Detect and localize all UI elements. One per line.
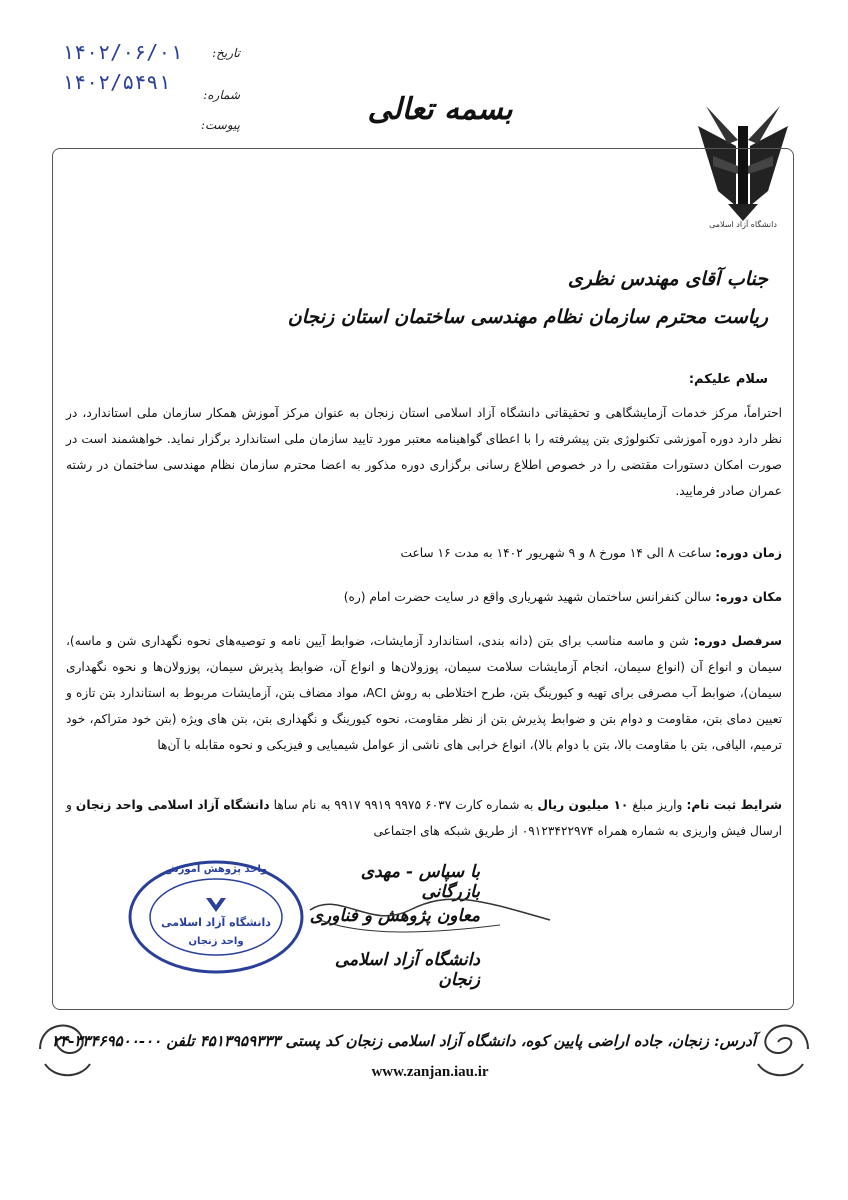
registration-post: و ارسال فیش واریزی به شماره همراه ۰۹۱۲۳۴۲۲۹۷۴ از طریق شبکه های اجتماعی bbox=[66, 798, 782, 838]
attachment-label: پیوست: bbox=[200, 118, 240, 132]
date-label: تاریخ: bbox=[212, 46, 240, 60]
syllabus-text: شن و ماسه مناسب برای بتن (دانه بندی، استاندارد آزمایشات، ضوابط آیین نامه و توصیه‌های نحوه نگهداری شن و ماسه)، سیمان و انواع آن (انواع سیمان، انجام آزمایشات سلامت سیمان، پوزولان‌ها و انواع آن، ضوابط پذیرش سیمان، پوزولان‌ها و نحوه نگهداری سیمان)، ضوابط آب مصرفی برای تهیه و کیورینگ بتن، طرح اختلاطی به روش ACI، مواد مضاف بتن، آزمایشات مربوط به استاندارد بتن تازه و تعیین دمای بتن، مقاومت و دوام بتن و ضوابط پذیرش بتن از نظر مقاومت، نحوه کیورینگ و نگهداری بتن، بتن های ویژه (بتن خود متراکم، خود ترمیم، الیافی، بتن با مقاومت بالا، بتن با دوام بالا)، انواع خرابی های ناشی از عوامل شیمیایی و فیزیکی و نحوه مقابله با آن‌ها bbox=[66, 634, 782, 752]
registration-pre: واریز مبلغ bbox=[628, 798, 687, 812]
registration-terms bbox=[66, 792, 782, 844]
bismillah-heading: بسمه تعالی bbox=[367, 92, 513, 127]
registration-label: شرایط ثبت نام: bbox=[686, 798, 783, 812]
number-label: شماره: bbox=[203, 88, 240, 102]
course-syllabus bbox=[66, 628, 782, 758]
recipient-name: جناب آقای مهندس نظری bbox=[567, 268, 768, 290]
handwritten-signature bbox=[300, 880, 560, 940]
syllabus-label: سرفصل دوره: bbox=[693, 634, 782, 648]
course-time bbox=[66, 540, 782, 566]
course-place bbox=[66, 584, 782, 610]
course-place-text: سالن کنفرانس ساختمان شهید شهریاری واقع در سایت حضرت امام (ره) bbox=[343, 590, 716, 604]
greeting: سلام علیکم: bbox=[688, 372, 768, 387]
number-value: ۱۴۰۲/۵۴۹۱ bbox=[62, 70, 171, 94]
signature-title: معاون پژوهش و فناوری bbox=[309, 906, 480, 926]
right-ornament-icon bbox=[748, 1014, 818, 1084]
footer-address: آدرس: زنجان، جاده اراضی پایین کوه، دانشگاه آزاد اسلامی زنجان کد پستی ۴۵۱۳۹۵۹۳۳۳ تلفن ۰۰-۳۳۴۶۹۵۰۰-۲۴ bbox=[51, 1032, 756, 1050]
course-time-text: ساعت ۸ الی ۱۴ مورخ ۸ و ۹ شهریور ۱۴۰۲ به مدت ۱۶ ساعت bbox=[400, 546, 716, 560]
registration-amount: ۱۰ میلیون ریال bbox=[537, 798, 629, 812]
registration-card: به شماره کارت ۶۰۳۷ ۹۹۷۵ ۹۹۱۹ ۹۹۱۷ به نام ساها bbox=[269, 798, 538, 812]
intro-paragraph: احتراماً، مرکز خدمات آزمایشگاهی و تحقیقاتی دانشگاه آزاد اسلامی استان زنجان به عنوان مرکز آموزش همکار سازمان ملی استاندارد، در نظر دارد دوره آموزشی تکنولوژی بتن پیشرفته را با اعطای گواهینامه معتبر مورد تایید سازمان ملی استاندارد برگزار نماید. خواهشمند است در صورت امکان دستورات مقتضی را در خصوص اطلاع رسانی برگزاری دوره مذکور به اعضا محترم سازمان نظام مهندسی ساختمان در رشته عمران صادر فرمایید. bbox=[66, 406, 782, 498]
signature-org: دانشگاه آزاد اسلامی زنجان bbox=[334, 950, 480, 990]
date-value: ۱۴۰۲/۰۶/۰۱ bbox=[62, 40, 183, 64]
registration-university: دانشگاه آزاد اسلامی واحد زنجان bbox=[75, 798, 270, 812]
course-place-label: مکان دوره: bbox=[715, 590, 782, 604]
stamp-center-line2: واحد زنجان bbox=[188, 936, 244, 947]
recipient-title: ریاست محترم سازمان نظام مهندسی ساختمان استان زنجان bbox=[287, 306, 768, 328]
course-time-label: زمان دوره: bbox=[715, 546, 782, 560]
official-stamp bbox=[126, 858, 306, 976]
signature-name: با سپاس - مهدی بازرگانی bbox=[360, 862, 480, 902]
stamp-ring-text: واحد پژوهش آموزش bbox=[164, 864, 268, 875]
logo-caption: دانشگاه آزاد اسلامی bbox=[709, 220, 777, 229]
footer-website[interactable]: www.zanjan.iau.ir bbox=[371, 1064, 489, 1080]
stamp-center-line1: دانشگاه آزاد اسلامی bbox=[161, 916, 271, 929]
